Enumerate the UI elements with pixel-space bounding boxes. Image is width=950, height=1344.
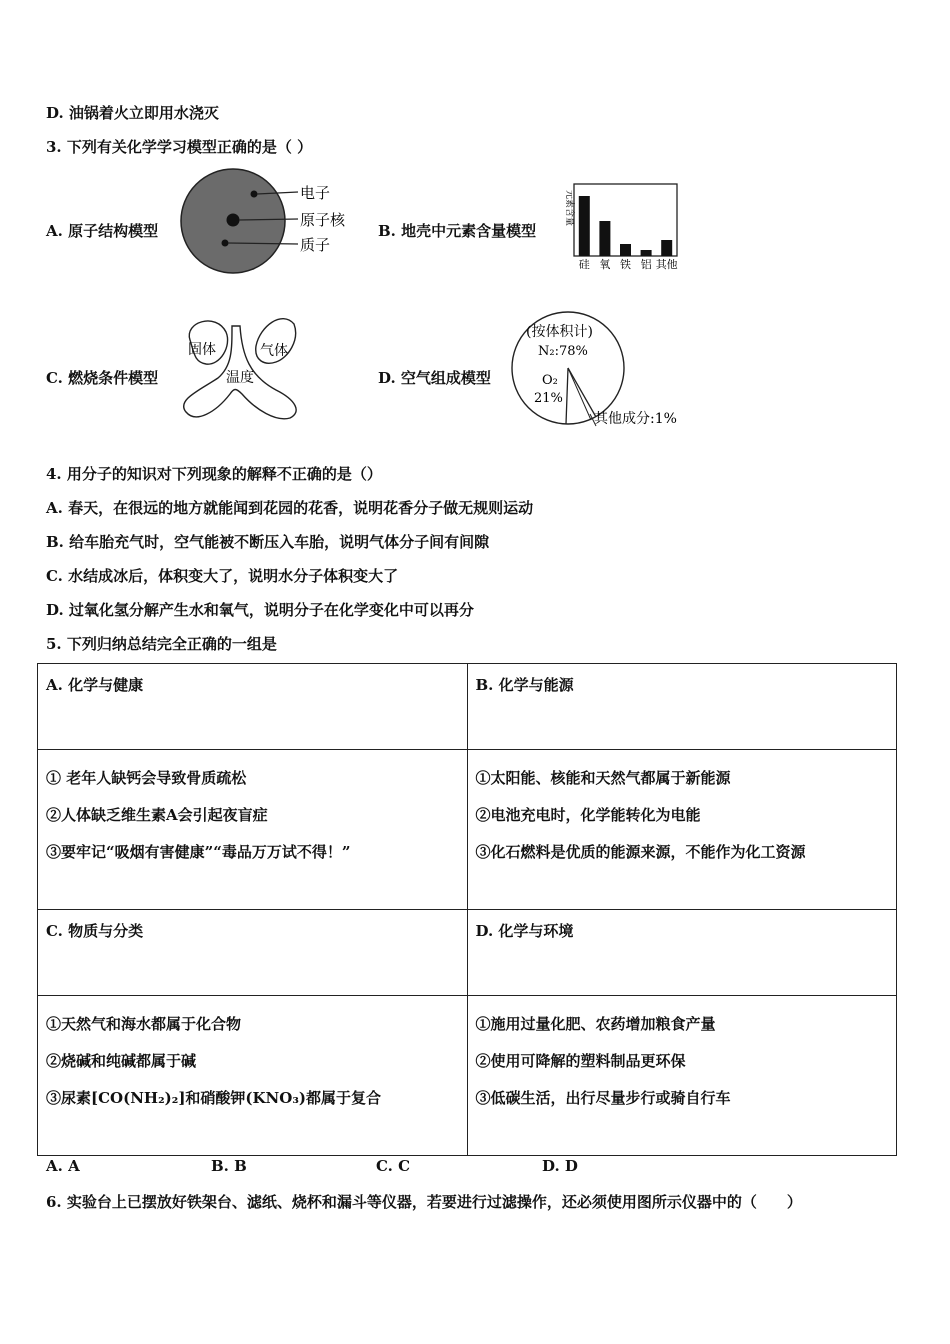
b-item-1: ①太阳能、核能和天然气都属于新能源	[475, 769, 731, 787]
cell-d-body	[467, 996, 897, 1156]
bar-其他	[661, 240, 672, 256]
solid-label: 固体	[188, 342, 216, 358]
o2-label: O₂	[542, 373, 558, 388]
cell-a-head	[38, 664, 468, 750]
q4-option-b: B. 给车胎充气时，空气能被不断压入车胎，说明气体分子间有间隙	[46, 533, 490, 551]
a-item-1: ① 老年人缺钙会导致骨质疏松	[46, 769, 247, 787]
q3-stem: 3. 下列有关化学学习模型正确的是（ ）	[46, 138, 313, 156]
tick-label-其他: 其他	[655, 258, 678, 271]
proton-dot	[222, 240, 229, 247]
q3-option-b: B. 地壳中元素含量模型	[378, 222, 537, 240]
cell-a-title: A. 化学与健康	[46, 676, 144, 694]
cell-b-title: B. 化学与能源	[475, 676, 574, 694]
crust-content-chart	[556, 178, 686, 274]
cell-c-title: C. 物质与分类	[46, 922, 144, 940]
a-item-2: ②人体缺乏维生素A会引起夜盲症	[46, 806, 268, 824]
d-item-1: ①施用过量化肥、农药增加粮食产量	[475, 1015, 716, 1033]
nucleus-label: 原子核	[300, 211, 346, 229]
cell-b-head	[467, 664, 897, 750]
cell-c-head	[38, 910, 468, 996]
cell-d-head	[467, 910, 897, 996]
air-pie-divider-3	[568, 368, 591, 420]
d-item-3: ③低碳生活，出行尽量步行或骑自行车	[475, 1089, 731, 1107]
bar-铝	[641, 250, 652, 256]
o2-percent: 21%	[534, 391, 563, 406]
answer-b: B. B	[211, 1157, 247, 1175]
c-item-2: ②烧碱和纯碱都属于碱	[46, 1052, 197, 1070]
q4-option-c: C. 水结成冰后，体积变大了，说明水分子体积变大了	[46, 567, 399, 585]
answer-d: D. D	[542, 1157, 578, 1175]
bar-氧	[599, 221, 610, 256]
d-item-2: ②使用可降解的塑料制品更环保	[475, 1052, 686, 1070]
cell-b-body	[467, 750, 897, 910]
n2-label: N₂:78%	[538, 344, 588, 359]
bar-硅	[579, 196, 590, 256]
q6-stem: 6. 实验台上已摆放好铁架台、滤纸、烧杯和漏斗等仪器，若要进行过滤操作，还必须使用图所示仪器中的（ ）	[46, 1193, 802, 1211]
b-item-2: ②电池充电时，化学能转化为电能	[475, 806, 701, 824]
tick-label-铝: 铝	[640, 258, 652, 271]
q2-option-d: D. 油锅着火立即用水浇灭	[46, 104, 219, 122]
crust-chart-ylabel: 元素含量	[564, 190, 574, 227]
atom-model-figure	[178, 168, 368, 278]
tick-label-铁: 铁	[620, 258, 631, 271]
air-pie-divider-2	[568, 368, 596, 417]
air-note: (按体积计)	[526, 324, 593, 340]
answer-a: A. A	[46, 1157, 80, 1175]
combustion-model-figure	[176, 312, 306, 428]
bar-铁	[620, 244, 631, 256]
q3-option-c: C. 燃烧条件模型	[46, 369, 159, 387]
temperature-label: 温度	[226, 370, 254, 386]
q4-option-d: D. 过氧化氢分解产生水和氧气，说明分子在化学变化中可以再分	[46, 601, 474, 619]
cell-a-body	[38, 750, 468, 910]
c-item-3: ③尿素[CO(NH₂)₂]和硝酸钾(KNO₃)都属于复合	[46, 1089, 381, 1107]
q5-summary-table	[37, 663, 897, 1156]
q4-stem: 4. 用分子的知识对下列现象的解释不正确的是（）	[46, 465, 382, 483]
q5-stem: 5. 下列归纳总结完全正确的一组是	[46, 635, 277, 653]
answer-c: C. C	[376, 1157, 411, 1175]
c-item-1: ①天然气和海水都属于化合物	[46, 1015, 242, 1033]
gas-label: 气体	[260, 343, 288, 359]
cell-c-body	[38, 996, 468, 1156]
a-item-3: ③要牢记“吸烟有害健康”“毒品万万试不得！”	[46, 843, 351, 861]
cell-d-title: D. 化学与环境	[475, 922, 574, 940]
q3-option-d: D. 空气组成模型	[378, 369, 491, 387]
nucleus-dot	[227, 214, 240, 227]
tick-label-氧: 氧	[599, 258, 611, 271]
air-pie-divider-1	[566, 368, 568, 424]
air-composition-figure	[508, 310, 698, 434]
b-item-3: ③化石燃料是优质的能源来源，不能作为化工资源	[475, 843, 806, 861]
q4-option-a: A. 春天，在很远的地方就能闻到花园的花香，说明花香分子做无规则运动	[46, 499, 534, 517]
q3-option-a: A. 原子结构模型	[46, 222, 159, 240]
electron-dot	[251, 191, 258, 198]
tick-label-硅: 硅	[578, 258, 590, 271]
other-label: 其他成分:1%	[594, 411, 677, 427]
proton-label: 质子	[300, 236, 331, 254]
electron-label: 电子	[300, 184, 331, 202]
